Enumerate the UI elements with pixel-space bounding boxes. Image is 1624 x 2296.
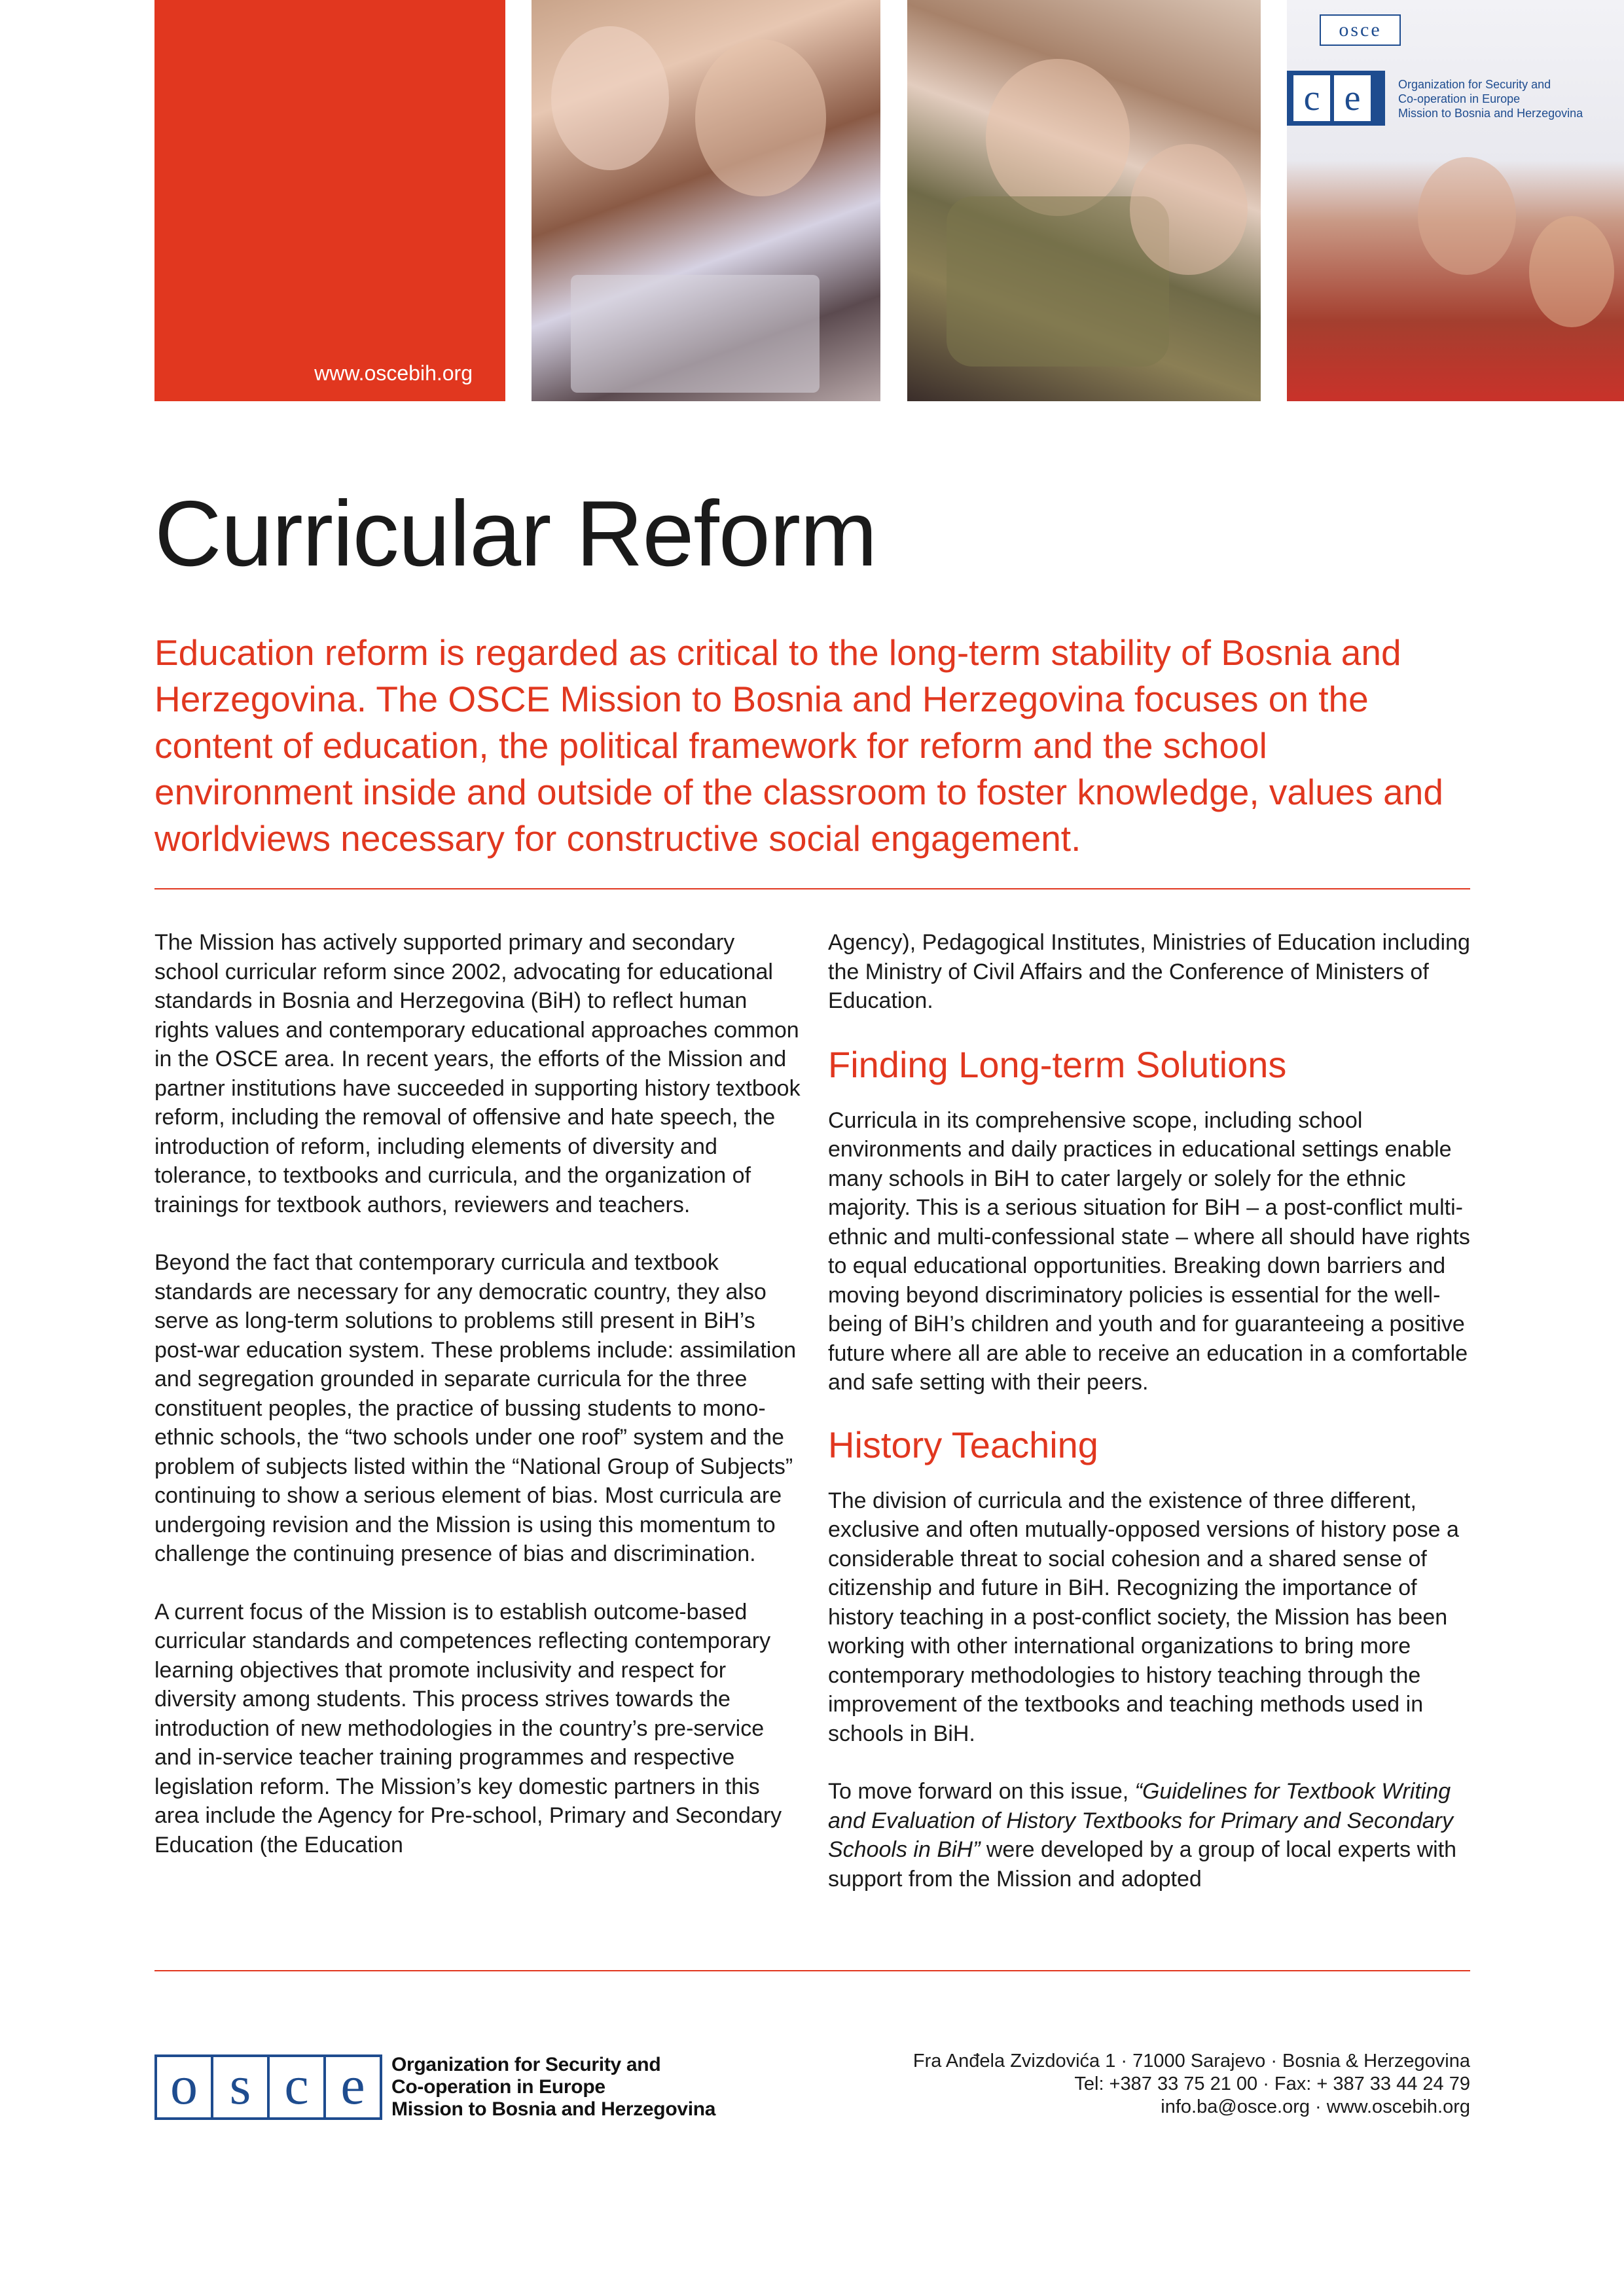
photo-3-person-shape bbox=[1529, 216, 1614, 327]
body-paragraph: Beyond the fact that contemporary curricula and textbook standards are necessary for any democratic country, they also serve as long-term solutions to problems still present in BiH’s post-war education system. These problems include: assimilation and segregation grounded in separate curricula for the three constituent peoples, the practice of bussing students to mono-ethnic schools, the “two schools under one roof” system and the problem of subjects listed within the “National Group of Subjects” continuing to show a serious element of bias. Most curricula are undergoing revision and the Mission is using this momentum to challenge the continuing presence of bias and discrimination. bbox=[154, 1250, 797, 1566]
guidelines-title: “Guidelines for Textbook Writing and Evaluation of History Textbooks for Primary and Secondary Schools in BiH” bbox=[828, 1779, 1454, 1862]
right-column bbox=[828, 928, 1476, 1922]
photo-children-with-books bbox=[532, 0, 880, 401]
photo-1-face-shape bbox=[695, 39, 826, 196]
banner-org-line: Organization for Security and bbox=[1398, 78, 1551, 91]
footer-address-block bbox=[913, 2050, 1470, 2119]
org-line: Co-operation in Europe bbox=[391, 2076, 605, 2098]
header-url: www.oscebih.org bbox=[314, 361, 473, 385]
logo-letter: o bbox=[157, 2057, 211, 2117]
photo-press-conference bbox=[1287, 0, 1624, 401]
photo-3-person-shape bbox=[1418, 157, 1516, 275]
body-paragraph-continuation: Agency), Pedagogical Institutes, Ministries of Education including the Ministry of Civil Affairs and the Conference of Ministers of Education. bbox=[828, 930, 1470, 1013]
section-heading-long-term-solutions: Finding Long-term Solutions bbox=[828, 1043, 1287, 1085]
photo-2-face-shape bbox=[1130, 144, 1248, 275]
header-red-panel bbox=[154, 0, 505, 401]
bottom-divider bbox=[154, 1970, 1470, 1971]
body-paragraph-guidelines bbox=[828, 1777, 1476, 1893]
logo-letter: e bbox=[326, 2057, 380, 2117]
page-title: Curricular Reform bbox=[154, 482, 877, 586]
guidelines-suffix: were developed by a group of local experts with support from the Mission and adopted bbox=[828, 1837, 1457, 1892]
body-paragraph: The division of curricula and the existence of three different, exclusive and often mutually-opposed versions of history pose a considerable threat to social cohesion and a shared sense of citizenship and future in BiH. Recognizing the importance of history teaching in a post-conflict society, the Mission has been working with other international organizations to bring more contemporary methodologies to history teaching through the improvement of the textbooks and teaching methods used in schools in BiH. bbox=[828, 1488, 1459, 1746]
logo-letter: c bbox=[270, 2057, 323, 2117]
photo-boys-with-books bbox=[907, 0, 1261, 401]
banner-logo-letter: c bbox=[1293, 75, 1330, 121]
section-heading-history-teaching: History Teaching bbox=[828, 1424, 1098, 1465]
org-line: Organization for Security and bbox=[391, 2054, 661, 2075]
osce-logo-letters bbox=[154, 2054, 382, 2120]
osce-logo bbox=[154, 2054, 715, 2121]
org-line: Mission to Bosnia and Herzegovina bbox=[391, 2098, 716, 2120]
footer-contact: info.ba@osce.org · www.oscebih.org bbox=[1161, 2096, 1470, 2117]
body-paragraph: Curricula in its comprehensive scope, including school environments and daily practices in educational settings enable many schools in BiH to cater largely or solely for the ethnic majority. This is a serious situation for BiH – a post-conflict multi-ethnic and multi-confessional state – where all should have rights to equal educational opportunities. Breaking down barriers and moving beyond discriminatory policies is essential for the well-being of BiH’s children and youth and for guaranteeing a positive future where all are able to receive an education in a comfortable and safe setting with their peers. bbox=[828, 1107, 1470, 1395]
banner-osce-mini-logo: osce bbox=[1320, 14, 1401, 46]
lead-paragraph: Education reform is regarded as critical to the long-term stability of Bosnia and Herzegovina. The OSCE Mission to Bosnia and Herzegovina focuses on the content of education, the political framework for reform and the school environment inside and outside of the classroom to foster knowledge, values and worldviews necessary for constructive social engagement. bbox=[154, 632, 1443, 859]
photo-1-books-shape bbox=[571, 275, 820, 393]
osce-org-name bbox=[391, 2054, 715, 2121]
photo-1-face-shape bbox=[551, 26, 669, 170]
photo-2-face-shape bbox=[986, 59, 1130, 216]
footer-address: Fra Anđela Zvizdovića 1 · 71000 Sarajevo · Bosnia & Herzegovina bbox=[912, 2051, 1470, 2072]
footer-phone: Tel: +387 33 75 21 00 · Fax: + 387 33 44 24 79 bbox=[1074, 2073, 1470, 2094]
top-divider bbox=[154, 888, 1470, 889]
body-paragraph: The Mission has actively supported primary and secondary school curricular reform since 2002, advocating for educational standards in Bosnia and Herzegovina (BiH) to reflect human rights values and contemporary educational approaches common in the OSCE area. In recent years, the efforts of the Mission and partner institutions have succeeded in supporting history textbook reform, including the removal of offensive and hate speech, the introduction of reform, including elements of diversity and tolerance, to textbooks and curricula, and the organization of trainings for textbook authors, reviewers and teachers. bbox=[154, 930, 801, 1217]
banner-osce-logo bbox=[1287, 71, 1385, 126]
banner-org-line: Mission to Bosnia and Herzegovina bbox=[1398, 107, 1583, 120]
left-column bbox=[154, 928, 803, 1888]
banner-org-line: Co-operation in Europe bbox=[1398, 92, 1521, 105]
body-paragraph: A current focus of the Mission is to establish outcome-based curricular standards and competences reflecting contemporary learning objectives that promote inclusivity and respect for diversity among students. This process strives towards the introduction of new methodologies in the country’s pre-service and in-service teacher training programmes and respective legislation reform. The Mission’s key domestic partners in this area include the Agency for Pre-school, Primary and Secondary Education (the Education bbox=[154, 1599, 782, 1857]
banner-logo-letter: e bbox=[1334, 75, 1371, 121]
logo-letter: s bbox=[213, 2057, 267, 2117]
banner-org-text bbox=[1398, 77, 1595, 120]
guidelines-prefix: To move forward on this issue, bbox=[828, 1779, 1135, 1804]
